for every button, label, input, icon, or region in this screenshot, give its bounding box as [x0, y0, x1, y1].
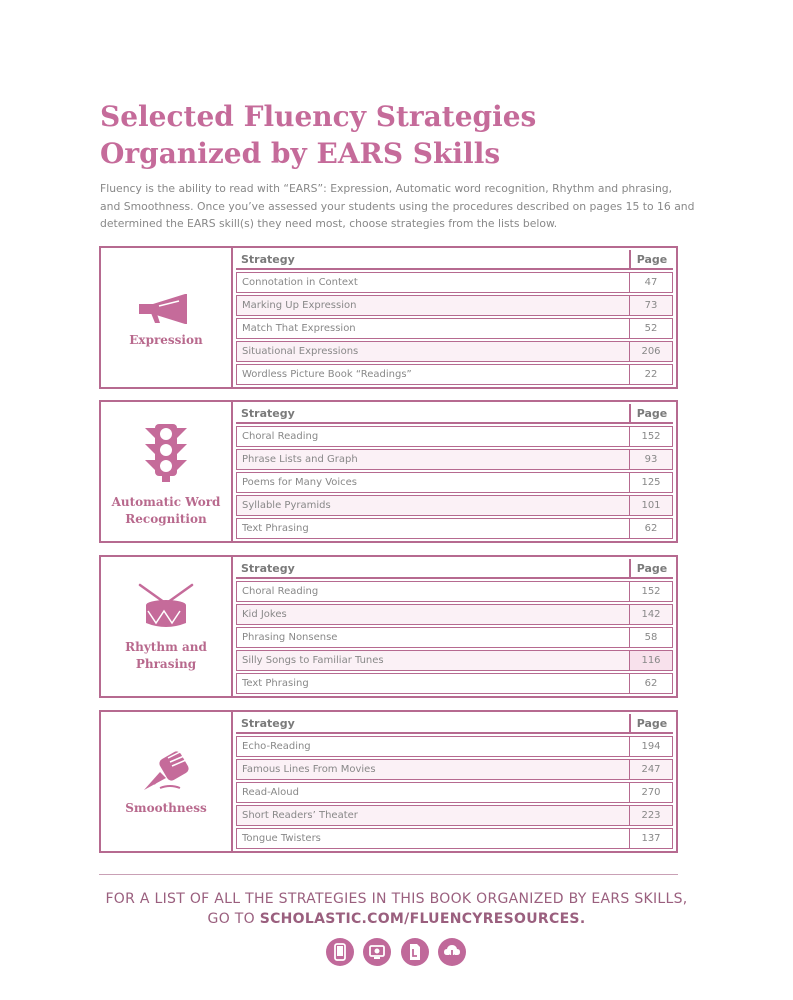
section-automatic-word-recognition — [99, 400, 678, 543]
page-number: 152 — [629, 582, 672, 601]
table-row — [236, 318, 673, 339]
strategy-name: Marking Up Expression — [242, 300, 357, 311]
column-header-page: Page — [629, 559, 673, 577]
column-header-strategy: Strategy — [241, 716, 295, 730]
strategy-name: Kid Jokes — [242, 609, 287, 620]
table-row — [236, 581, 673, 602]
table-row — [236, 782, 673, 803]
footer-note — [0, 889, 793, 929]
tablet-icon — [326, 938, 354, 966]
column-header-strategy: Strategy — [241, 252, 295, 266]
monitor-icon — [363, 938, 391, 966]
table-header-row — [236, 559, 673, 579]
intro-line-2: and Smoothness. Once you’ve assessed your students using the procedures described on pages 15 to 16 and — [100, 199, 695, 213]
page-number: 93 — [629, 450, 672, 469]
strategy-table — [233, 557, 676, 696]
page-number: 152 — [629, 427, 672, 446]
page-number: 47 — [629, 273, 672, 292]
table-row — [236, 627, 673, 648]
page-number: 270 — [629, 783, 672, 802]
page-title — [100, 98, 536, 172]
table-row — [236, 495, 673, 516]
footer-divider — [99, 874, 678, 875]
strategy-name: Phrasing Nonsense — [242, 632, 338, 643]
pointing-hand-icon — [140, 748, 192, 792]
intro-line-3: determined the EARS skill(s) they need most, choose strategies from the lists below. — [100, 217, 558, 230]
table-row — [236, 604, 673, 625]
strategy-name: Read-Aloud — [242, 787, 299, 798]
skill-label: Rhythm and Phrasing — [125, 640, 207, 671]
column-header-strategy: Strategy — [241, 406, 295, 420]
page-number: 116 — [629, 651, 672, 670]
page-number: 223 — [629, 806, 672, 825]
page-number: 247 — [629, 760, 672, 779]
table-row — [236, 272, 673, 293]
column-header-page: Page — [629, 404, 673, 422]
page-number: 62 — [629, 674, 672, 693]
intro-paragraph — [100, 180, 700, 233]
table-row — [236, 364, 673, 385]
strategy-name: Tongue Twisters — [242, 833, 321, 844]
skill-label: Smoothness — [125, 801, 207, 815]
skill-cell — [101, 557, 233, 696]
title-line-1: Selected Fluency Strategies — [100, 100, 537, 133]
strategy-name: Short Readers’ Theater — [242, 810, 358, 821]
table-row — [236, 650, 673, 671]
column-header-strategy: Strategy — [241, 561, 295, 575]
skill-cell — [101, 712, 233, 851]
section-rhythm-and-phrasing — [99, 555, 678, 698]
strategy-name: Connotation in Context — [242, 277, 358, 288]
strategy-name: Choral Reading — [242, 586, 319, 597]
table-row — [236, 295, 673, 316]
page-number: 206 — [629, 342, 672, 361]
skill-label: Expression — [129, 333, 203, 347]
footer-line-2: GO TO SCHOLASTIC.COM/FLUENCYRESOURCES. — [207, 911, 586, 927]
drum-icon — [138, 583, 194, 631]
table-row — [236, 673, 673, 694]
document-icon — [401, 938, 429, 966]
column-header-page: Page — [629, 714, 673, 732]
strategy-name: Situational Expressions — [242, 346, 359, 357]
skill-cell — [101, 402, 233, 541]
skill-cell — [101, 248, 233, 387]
table-row — [236, 341, 673, 362]
strategy-name: Syllable Pyramids — [242, 500, 331, 511]
page-number: 101 — [629, 496, 672, 515]
page-number: 73 — [629, 296, 672, 315]
page-number: 62 — [629, 519, 672, 538]
strategy-name: Famous Lines From Movies — [242, 764, 376, 775]
section-expression — [99, 246, 678, 389]
megaphone-icon — [139, 292, 193, 326]
title-line-2: Organized by EARS Skills — [100, 137, 501, 170]
table-row — [236, 828, 673, 849]
traffic-light-icon — [143, 422, 189, 482]
strategy-table — [233, 712, 676, 851]
table-row — [236, 449, 673, 470]
strategy-table — [233, 248, 676, 387]
table-row — [236, 805, 673, 826]
resource-format-icons — [326, 938, 466, 968]
table-header-row — [236, 250, 673, 270]
table-row — [236, 759, 673, 780]
column-header-page: Page — [629, 250, 673, 268]
intro-line-1: Fluency is the ability to read with “EARS”: Expression, Automatic word recognition, Rhythm and phrasing, — [100, 182, 673, 195]
table-row — [236, 472, 673, 493]
table-row — [236, 426, 673, 447]
page-number: 194 — [629, 737, 672, 756]
table-row — [236, 736, 673, 757]
strategy-name: Text Phrasing — [242, 523, 309, 534]
table-header-row — [236, 714, 673, 734]
page-number: 142 — [629, 605, 672, 624]
strategy-name: Choral Reading — [242, 431, 319, 442]
strategy-name: Echo-Reading — [242, 741, 311, 752]
strategy-name: Wordless Picture Book “Readings” — [242, 369, 412, 380]
table-row — [236, 518, 673, 539]
strategy-name: Text Phrasing — [242, 678, 309, 689]
page-number: 125 — [629, 473, 672, 492]
footer-line-1: FOR A LIST OF ALL THE STRATEGIES IN THIS BOOK ORGANIZED BY EARS SKILLS, — [105, 891, 688, 907]
table-header-row — [236, 404, 673, 424]
page-number: 137 — [629, 829, 672, 848]
strategy-name: Phrase Lists and Graph — [242, 454, 358, 465]
page-number: 52 — [629, 319, 672, 338]
section-smoothness — [99, 710, 678, 853]
strategy-name: Silly Songs to Familiar Tunes — [242, 655, 384, 666]
strategy-name: Match That Expression — [242, 323, 356, 334]
resource-link[interactable]: SCHOLASTIC.COM/FLUENCYRESOURCES. — [259, 911, 586, 927]
strategy-table — [233, 402, 676, 541]
page-number: 22 — [629, 365, 672, 384]
page-number: 58 — [629, 628, 672, 647]
cloud-download-icon — [438, 938, 466, 966]
skill-label: Automatic Word Recognition — [111, 495, 221, 526]
strategy-name: Poems for Many Voices — [242, 477, 358, 488]
